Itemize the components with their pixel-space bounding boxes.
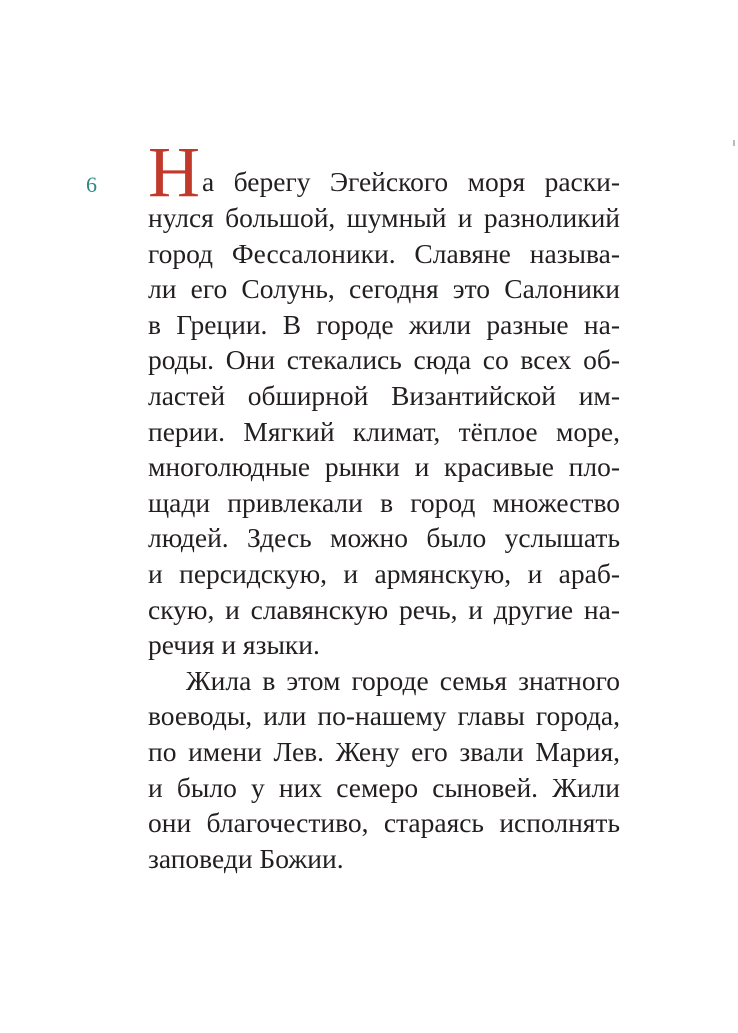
text-line: речия и языки.: [148, 629, 320, 661]
text-line: по имени Лев. Жену его звали Мария,: [148, 735, 620, 767]
text-line: ластей обширной Византийской им-: [148, 379, 620, 411]
text-line: щади привлекали в город множество: [148, 486, 620, 518]
text-line: а берегу Эгейского моря раски-: [202, 166, 620, 198]
text-line: в Греции. В городе жили разные на-: [148, 308, 620, 340]
text-line: город Фессалоники. Славяне называ-: [148, 237, 620, 269]
edge-mark: [733, 140, 735, 146]
text-line: и персидскую, и армянскую, и араб-: [148, 557, 620, 589]
text-line: нулся большой, шумный и разноликий: [148, 202, 620, 233]
text-line: людей. Здесь можно было услышать: [148, 522, 620, 554]
drop-cap: Н: [148, 132, 200, 212]
text-line: заповеди Божии.: [148, 842, 344, 874]
text-line: ли его Солунь, сегодня это Салоники: [148, 273, 620, 305]
text-line: перии. Мягкий климат, тёплое море,: [148, 415, 620, 447]
text-line: скую, и славянскую речь, и другие на-: [148, 593, 620, 625]
first-line: [148, 132, 620, 212]
text-line: Жила в этом городе семья знатного: [186, 664, 620, 696]
text-line: многолюдные рынки и красивые пло-: [148, 451, 620, 483]
text-line: воеводы, или по-нашему главы города,: [148, 700, 620, 732]
text-line: роды. Они стекались сюда со всех об-: [148, 344, 620, 376]
page-number: 6: [86, 172, 97, 197]
text-line: и было у них семеро сыновей. Жили: [148, 771, 620, 803]
body-text: [148, 132, 620, 876]
text-line: они благочестиво, стараясь исполнять: [148, 807, 620, 839]
